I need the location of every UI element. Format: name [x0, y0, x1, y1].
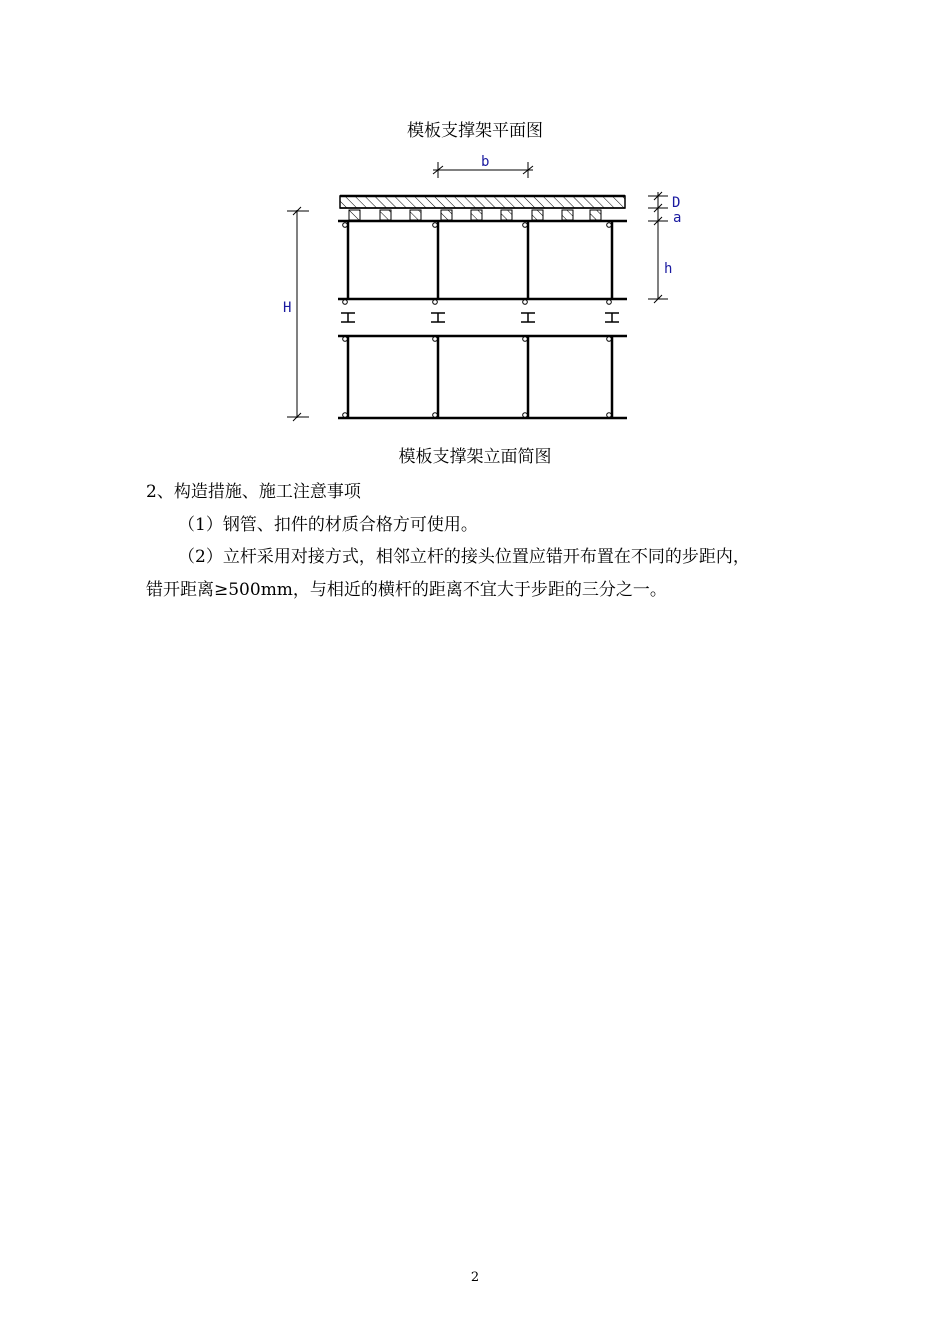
dimension-right: [648, 192, 668, 303]
couplers: [343, 223, 612, 418]
vertical-posts: [348, 221, 612, 418]
post-break-joints: [341, 313, 619, 322]
concrete-slab: [340, 196, 625, 208]
label-b: b: [481, 154, 490, 170]
label-D: D: [672, 195, 681, 211]
formwork-elevation-diagram: [270, 150, 690, 430]
section-heading: 2、构造措施、施工注意事项: [146, 482, 361, 502]
plan-caption: 模板支撑架平面图: [407, 121, 543, 141]
item-1: （1）钢管、扣件的材质合格方可使用。: [178, 515, 478, 535]
item-2-line-1: （2）立杆采用对接方式，相邻立杆的接头位置应错开布置在不同的步距内，: [178, 547, 750, 567]
wood-joists: [340, 208, 625, 220]
page-number: 2: [470, 1270, 480, 1285]
horizontal-ledgers: [338, 221, 627, 418]
item-2-line-2: 错开距离≥500mm，与相近的横杆的距离不宜大于步距的三分之一。: [146, 580, 667, 600]
elevation-caption: 模板支撑架立面简图: [398, 447, 552, 467]
label-H: H: [283, 300, 292, 316]
label-a: a: [673, 210, 682, 226]
label-h: h: [664, 261, 673, 277]
